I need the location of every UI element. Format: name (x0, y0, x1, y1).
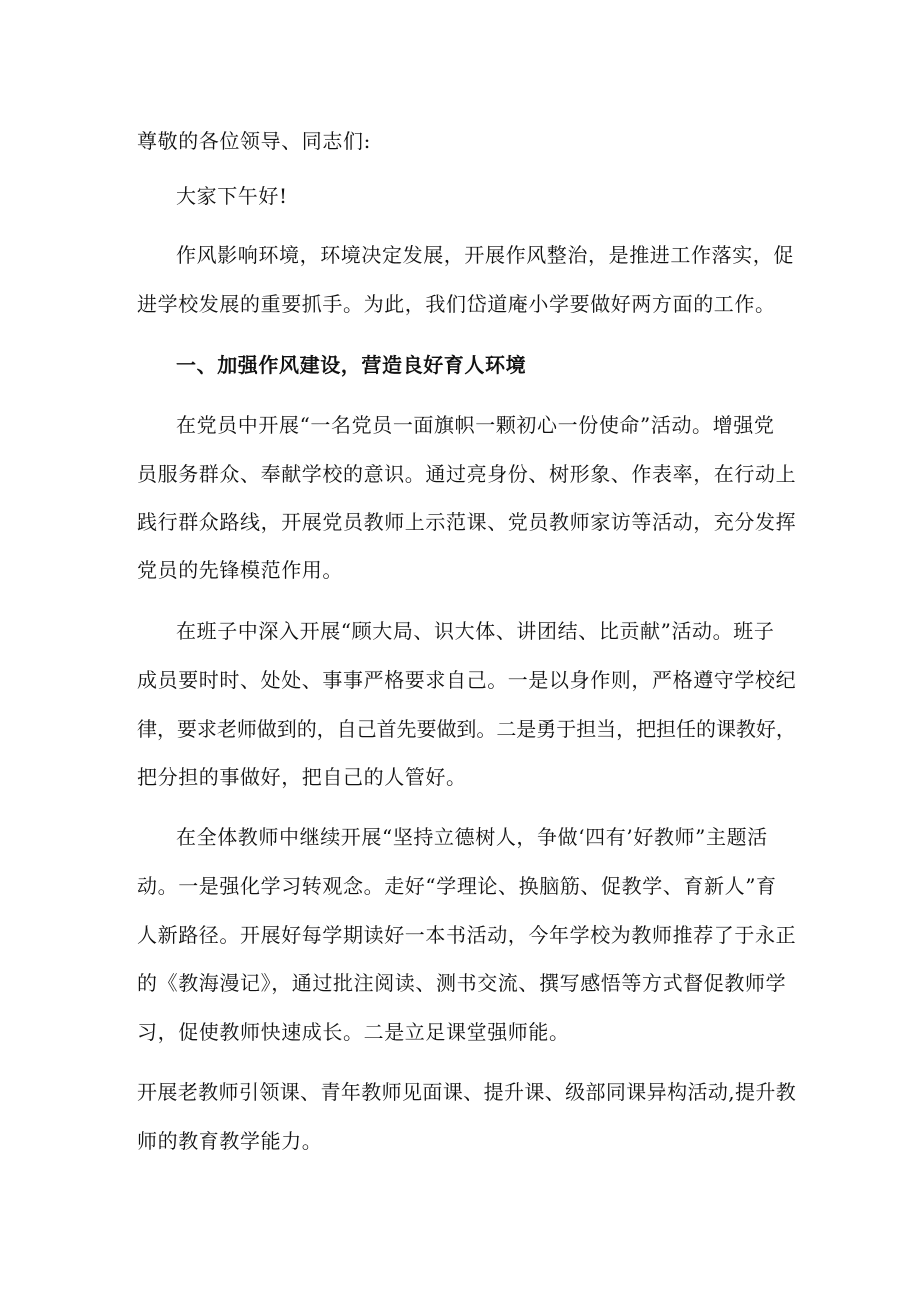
paragraph-line: 员服务群众、奉献学校的意识。通过亮身份、树形象、作表率，在行动上 (137, 462, 797, 486)
paragraph-line: 习，促使教师快速成长。二是立足课堂强师能。 (137, 1020, 570, 1044)
paragraph-line: 在党员中开展“一名党员一面旗帜一颗初心一份使命”活动。增强党 (176, 413, 775, 437)
paragraph-line: 律，要求老师做到的，自己首先要做到。二是勇于担当，把担任的课教好， (137, 717, 796, 741)
paragraph-line: 在全体教师中继续开展“坚持立德树人，争做‘四有’好教师”主题活 (176, 825, 768, 849)
section-heading: 一、加强作风建设，营造良好育人环境 (176, 353, 527, 377)
paragraph-line: 开展老教师引领课、青年教师见面课、提升课、级部同课异构活动,提升教 (137, 1080, 797, 1104)
paragraph-line: 作风影响环境，环境决定发展，开展作风整治，是推进工作落实，促 (176, 243, 794, 267)
paragraph-line: 成员要时时、处处、事事严格要求自己。一是以身作则，严格遵守学校纪 (137, 668, 797, 692)
paragraph-line: 人新路径。开展好每学期读好一本书活动，今年学校为教师推荐了于永正 (137, 923, 797, 947)
paragraph-line: 把分担的事做好，把自己的人管好。 (137, 765, 467, 789)
paragraph-line: 在班子中深入开展“顾大局、识大体、讲团结、比贡献”活动。班子 (176, 619, 775, 643)
salutation: 尊敬的各位领导、同志们: (137, 129, 371, 153)
paragraph-line: 党员的先锋模范作用。 (137, 558, 343, 582)
paragraph-line: 进学校发展的重要抓手。为此，我们岱道庵小学要做好两方面的工作。 (137, 292, 776, 316)
paragraph-line: 师的教育教学能力。 (137, 1129, 323, 1153)
paragraph-line: 践行群众路线，开展党员教师上示范课、党员教师家访等活动，充分发挥 (137, 510, 797, 534)
paragraph-line: 的《教海漫记》，通过批注阅读、测书交流、撰写感悟等方式督促教师学 (137, 971, 787, 995)
greeting: 大家下午好! (176, 184, 288, 208)
paragraph-line: 动。一是强化学习转观念。走好“学理论、换脑筋、促教学、育新人”育 (137, 874, 777, 898)
